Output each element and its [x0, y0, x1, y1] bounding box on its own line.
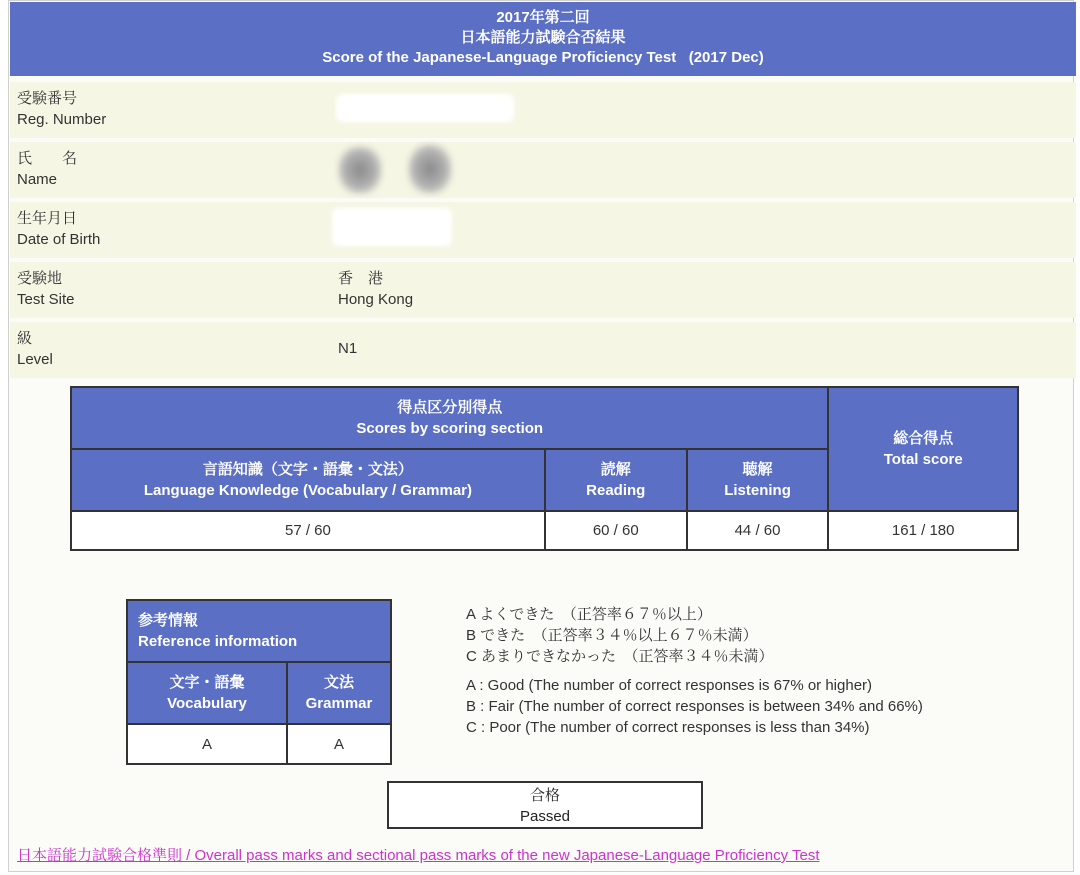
- grammar-header-en: Grammar: [305, 695, 373, 712]
- legend-en-c: C : Poor (The number of correct responses is less than 34%): [466, 719, 870, 736]
- reg-number-label-en: Reg. Number: [17, 111, 107, 128]
- test-site-label-jp: 受験地: [17, 270, 63, 287]
- reading-header-en: Reading: [586, 482, 646, 499]
- name-label-en: Name: [17, 171, 58, 188]
- listening-score: 44 / 60: [687, 511, 829, 550]
- dob-label-en: Date of Birth: [17, 231, 101, 248]
- legend-jp-c: C あまりできなかった （正答率３４％未満）: [466, 648, 774, 665]
- info-row-reg-number: [10, 82, 1076, 138]
- reference-header-en: Reference information: [138, 633, 298, 650]
- level-label: [17, 328, 53, 370]
- info-row-level: [10, 322, 1076, 378]
- scores-section-header-en: Scores by scoring section: [356, 420, 544, 437]
- reference-table: [126, 599, 392, 765]
- total-score: 161 / 180: [828, 511, 1018, 550]
- info-row-dob: [10, 202, 1076, 258]
- scores-section-header-jp: 得点区分別得点: [397, 399, 503, 416]
- reading-score: 60 / 60: [545, 511, 687, 550]
- info-row-name: [10, 142, 1076, 198]
- name-redacted-1: [338, 146, 382, 194]
- reference-header: [127, 600, 391, 662]
- legend-jp-b: B できた （正答率３４％以上６７％未満）: [466, 627, 758, 644]
- info-row-test-site: [10, 262, 1076, 318]
- header-title-line1: 2017年第二回: [496, 9, 590, 26]
- reading-header: [545, 449, 687, 511]
- vocabulary-header: [127, 662, 287, 724]
- vocabulary-header-en: Vocabulary: [167, 695, 247, 712]
- listening-header: [687, 449, 829, 511]
- header-title-line3: Score of the Japanese-Language Proficiency Test (2017 Dec): [322, 49, 764, 66]
- dob-redacted: [332, 208, 452, 246]
- name-redacted-2: [408, 144, 452, 194]
- reference-header-jp: 参考情報: [138, 612, 199, 629]
- language-knowledge-header-jp: 言語知識（文字・語彙・文法）: [202, 461, 413, 478]
- result-box: [387, 781, 703, 829]
- legend-jp-a: A よくできた （正答率６７％以上）: [466, 606, 712, 623]
- pass-marks-link[interactable]: 日本語能力試験合格準則 / Overall pass marks and sectional pass marks of the new Japanese-Language Proficiency Test: [17, 847, 820, 864]
- test-site-label: [17, 268, 75, 310]
- legend-en-a: A : Good (The number of correct responses is 67% or higher): [466, 677, 873, 694]
- reg-number-redacted: [336, 94, 514, 122]
- scores-section-header: [71, 387, 828, 449]
- name-label: [17, 148, 77, 190]
- result-jp: 合格: [529, 787, 560, 804]
- grade-legend: [466, 604, 966, 738]
- vocabulary-header-jp: 文字・語彙: [169, 674, 245, 691]
- grammar-grade: A: [287, 724, 391, 764]
- listening-header-en: Listening: [724, 482, 791, 499]
- page-header: [10, 2, 1076, 76]
- total-score-header-en: Total score: [883, 451, 963, 468]
- test-site-value-en: Hong Kong: [338, 291, 414, 308]
- reg-number-label: [17, 88, 106, 130]
- language-knowledge-header-en: Language Knowledge (Vocabulary / Grammar): [143, 482, 472, 499]
- name-label-jp: 氏 名: [17, 150, 78, 167]
- dob-label: [17, 208, 100, 250]
- grammar-header: [287, 662, 391, 724]
- listening-header-jp: 聴解: [742, 461, 773, 478]
- level-label-jp: 級: [17, 330, 33, 347]
- level-value: N1: [338, 340, 358, 357]
- legend-en-b: B : Fair (The number of correct responses is between 34% and 66%): [466, 698, 923, 715]
- dob-label-jp: 生年月日: [17, 210, 78, 227]
- scores-table: [70, 386, 1019, 551]
- test-site-value-jp: 香 港: [338, 270, 384, 287]
- reading-header-jp: 読解: [600, 461, 631, 478]
- total-score-header: [828, 387, 1018, 511]
- result-en: Passed: [519, 808, 571, 825]
- header-title-line2: 日本語能力試験合否結果: [460, 29, 626, 46]
- level-label-en: Level: [17, 351, 53, 368]
- test-site-label-en: Test Site: [17, 291, 75, 308]
- grammar-header-jp: 文法: [323, 674, 354, 691]
- test-site-value: [338, 268, 413, 310]
- language-knowledge-header: [71, 449, 545, 511]
- language-knowledge-score: 57 / 60: [71, 511, 545, 550]
- total-score-header-jp: 総合得点: [893, 430, 954, 447]
- vocabulary-grade: A: [127, 724, 287, 764]
- reg-number-label-jp: 受験番号: [17, 90, 78, 107]
